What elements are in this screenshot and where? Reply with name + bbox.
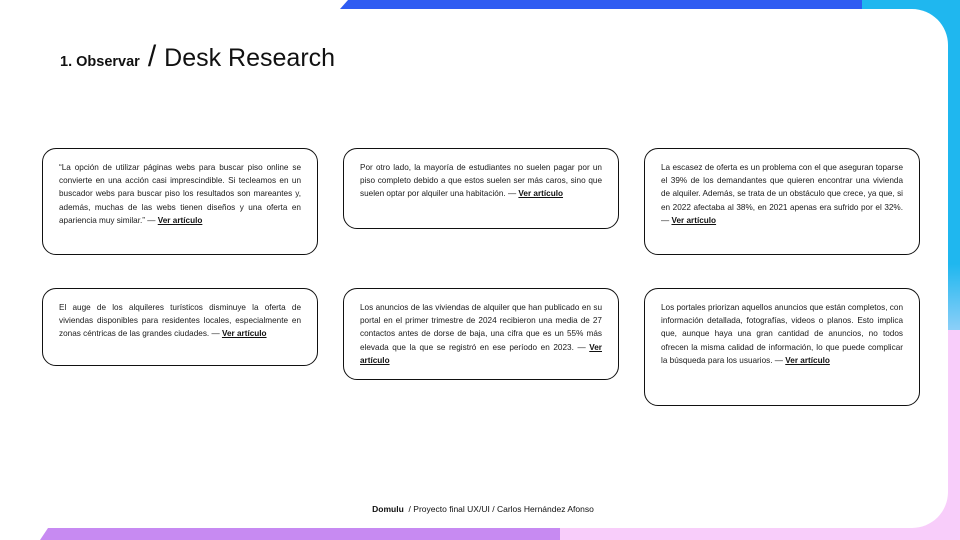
footer xyxy=(0,504,960,514)
page-title xyxy=(60,40,335,74)
footer-separator: / xyxy=(408,504,411,514)
research-card-3 xyxy=(644,148,920,255)
footer-brand: Domulu xyxy=(372,504,404,514)
link-prefix: — xyxy=(507,189,517,199)
title-separator: / xyxy=(147,40,157,73)
research-card-6 xyxy=(644,288,920,406)
ver-articulo-link[interactable]: Ver artículo xyxy=(221,329,267,339)
link-prefix: — xyxy=(577,342,586,352)
card-text: Por otro lado, la mayoría de estudiantes no suelen pagar por un piso completo debido a que estos suelen ser más caros, sino que suelen optar por alquiler una habitación. xyxy=(360,163,602,199)
card-text: El auge de los alquileres turísticos disminuye la oferta de viviendas disponibles para residentes locales, especialmente en zonas céntricas de las grandes ciudades. xyxy=(59,303,301,339)
title-step: 1. Observar xyxy=(60,54,140,70)
violet-bottom-stripe xyxy=(40,528,580,540)
research-card-2 xyxy=(343,148,619,229)
pink-bottom-stripe xyxy=(560,528,960,540)
ver-articulo-link[interactable]: Ver artículo xyxy=(671,215,717,225)
link-prefix: — xyxy=(147,215,156,225)
card-text: Los portales priorizan aquellos anuncios que están completos, con información detallada, fotografías, videos o planos. Esto implica que, aunque haya una gran cantidad de anuncios, no todos ofrecen la misma calidad de información, lo que puede complicar la búsqueda para los usuarios. xyxy=(661,303,903,365)
research-card-1 xyxy=(42,148,318,255)
research-card-4 xyxy=(42,288,318,366)
footer-project: Proyecto final UX/UI xyxy=(413,504,490,514)
slide-panel xyxy=(0,9,948,528)
ver-articulo-link[interactable]: Ver artículo xyxy=(360,342,602,365)
card-text: “La opción de utilizar páginas webs para buscar piso online se convierte en una acción casi imprescindible. Si tecleamos en un buscador webs para buscar piso los resultados son mareantes y, además, muchas de las webs tienen diseños y una oferta en apariencia muy similar.” xyxy=(59,163,301,225)
ver-articulo-link[interactable]: Ver artículo xyxy=(785,355,830,365)
card-text: La escasez de oferta es un problema con el que aseguran toparse el 39% de los demandantes que quieren encontrar una vivienda de alquiler. Además, se trata de un obstáculo que crece, ya que, si en 2022 afectaba al 38%, en 2021 apenas era sufrido por el 32%. xyxy=(661,163,903,212)
link-prefix: — xyxy=(774,355,783,365)
ver-articulo-link[interactable]: Ver artículo xyxy=(157,215,203,225)
blue-top-stripe xyxy=(340,0,880,9)
ver-articulo-link[interactable]: Ver artículo xyxy=(518,189,564,199)
card-text: Los anuncios de las viviendas de alquiler que han publicado en su portal en el primer trimestre de 2024 recibieron una media de 27 contactos antes de dorse de baja, una cifra que es un 55% más elevada que la que se registró en ese período en 2023. xyxy=(360,303,602,352)
footer-author: Carlos Hernández Afonso xyxy=(496,504,594,514)
link-prefix: — xyxy=(661,215,670,225)
link-prefix: — xyxy=(211,329,220,339)
research-card-5 xyxy=(343,288,619,380)
title-main: Desk Research xyxy=(164,44,336,72)
footer-separator: / xyxy=(492,504,495,514)
